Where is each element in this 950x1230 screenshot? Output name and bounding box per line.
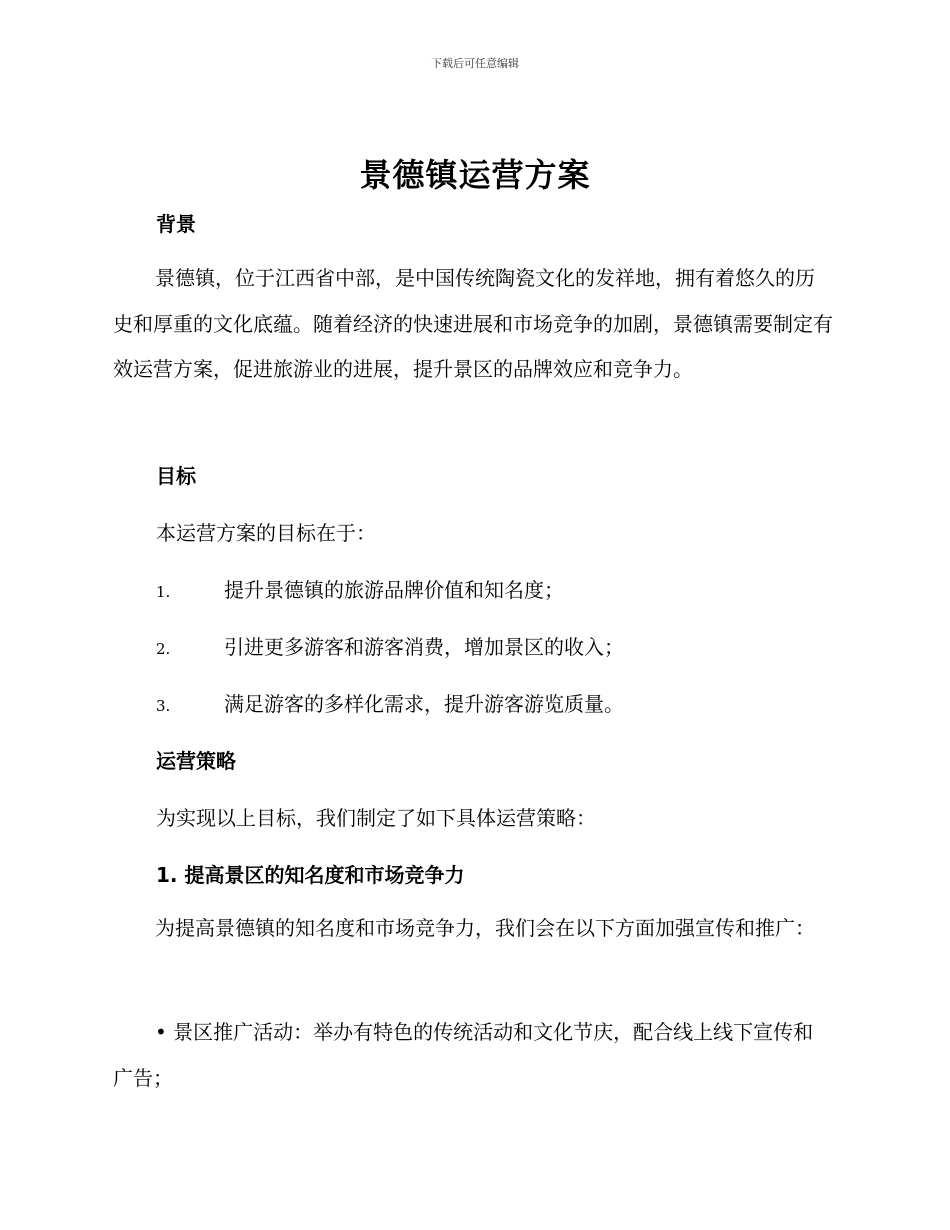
- sub-heading-visibility: 1. 提高景区的知名度和市场竞争力: [156, 863, 465, 887]
- heading-strategy: 运营策略: [156, 749, 236, 773]
- paragraph-visibility-text: 为提高景德镇的知名度和市场竞争力，我们会在以下方面加强宣传和推广：: [155, 916, 815, 940]
- paragraph-visibility: [113, 906, 833, 952]
- heading-goals: 目标: [156, 464, 196, 488]
- goal-item-number: 2.: [156, 640, 171, 658]
- bullet-promotion: [113, 1010, 833, 1101]
- document-title: 景德镇运营方案: [359, 156, 591, 194]
- goal-item-number: 1.: [156, 583, 171, 601]
- paragraph-background: [113, 256, 833, 393]
- goal-item-text: 引进更多游客和游客消费，增加景区的收入；: [224, 635, 624, 659]
- header-note: 下载后可任意编辑: [431, 57, 519, 70]
- goal-item-2: [156, 631, 836, 660]
- paragraph-background-text: 景德镇，位于江西省中部，是中国传统陶瓷文化的发祥地，拥有着悠久的历史和厚重的文化底蕴。随着经济的快速进展和市场竞争的加剧，景德镇需要制定有效运营方案，促进旅游业的进展，提升景区的品牌效应和竞争力。: [113, 266, 833, 381]
- goal-item-number: 3.: [156, 697, 171, 715]
- goal-item-text: 提升景德镇的旅游品牌价值和知名度；: [224, 578, 564, 602]
- strategy-intro: 为实现以上目标，我们制定了如下具体运营策略：: [156, 806, 596, 830]
- goals-intro: 本运营方案的目标在于：: [156, 521, 376, 545]
- goal-item-3: [156, 688, 836, 717]
- goal-item-text: 满足游客的多样化需求，提升游客游览质量。: [224, 692, 624, 716]
- heading-background: 背景: [156, 212, 196, 236]
- goal-item-1: [156, 574, 836, 603]
- bullet-promotion-text: • 景区推广活动：举办有特色的传统活动和文化节庆，配合线上线下宣传和广告；: [113, 1020, 814, 1090]
